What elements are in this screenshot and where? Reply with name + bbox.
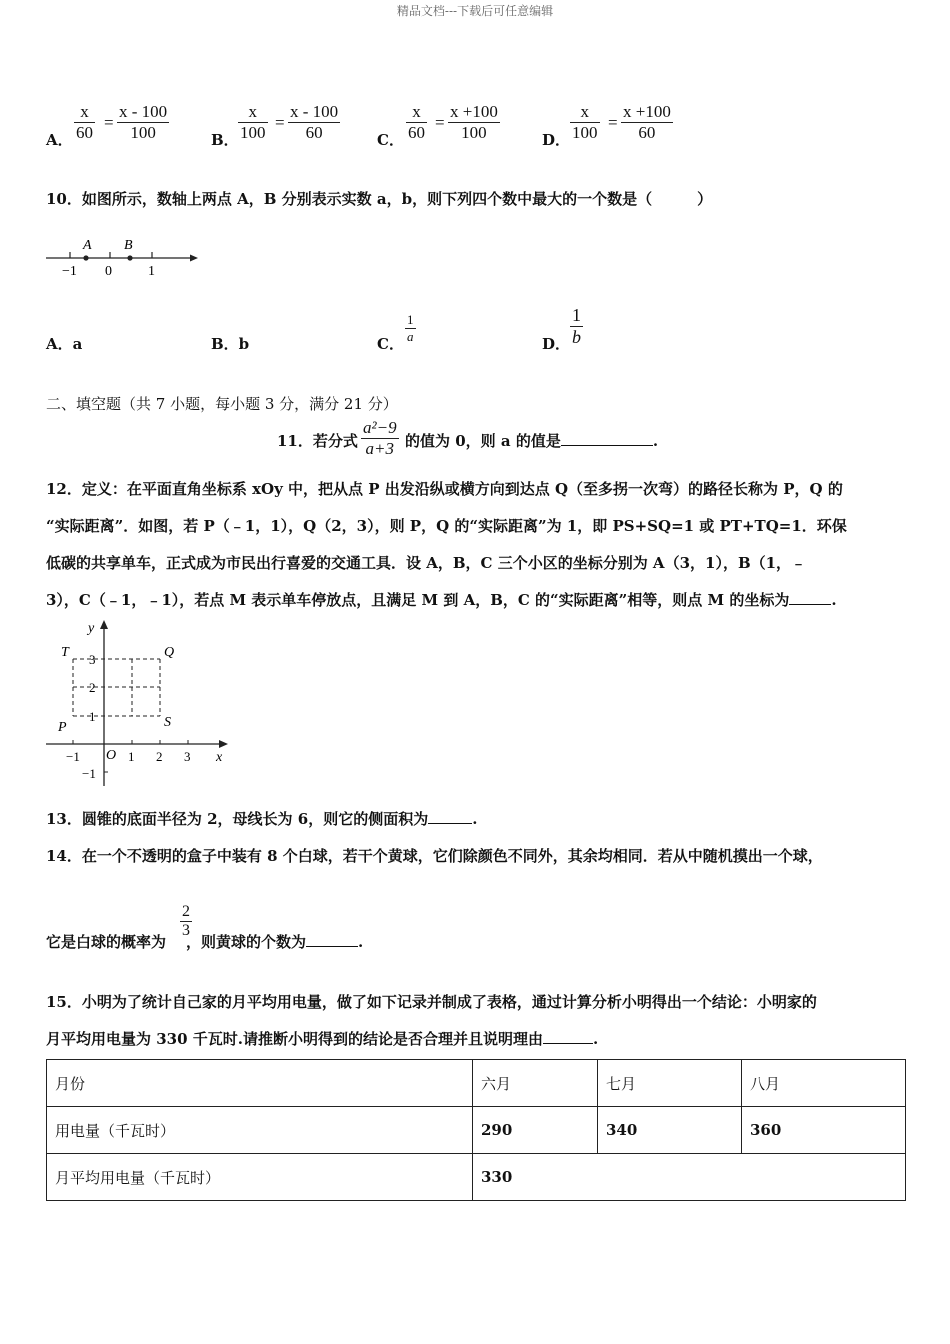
electricity-table [46, 1059, 906, 1201]
fraction-left: $\frac{x}{100}$ [572, 102, 598, 142]
q10-text: 10．如图所示，数轴上两点 A，B 分别表示实数 a，b，则下列四个数中最大的一个数是（ ） [46, 190, 713, 208]
x-axis-arrow [219, 740, 228, 748]
tick-label-zero: 0 [105, 264, 112, 279]
fraction-right: $\frac{x - 100}{60}$ [290, 102, 339, 142]
option-label: C． [377, 131, 404, 149]
answer-blank[interactable] [306, 946, 358, 947]
y-tick-label: 3 [89, 652, 96, 667]
table-cell: 330 [473, 1154, 906, 1201]
equals-sign: = [275, 113, 285, 132]
y-tick-label: −1 [82, 766, 96, 781]
q15-line1: 15．小明为了统计自己家的月平均用电量，做了如下记录并制成了表格，通过计算分析小明得出一个结论：小明家的 [46, 993, 817, 1011]
section-title: 二、填空题（共 7 小题，每小题 3 分，满分 21 分） [46, 395, 398, 413]
point-a-dot [83, 255, 88, 260]
table-cell: 290 [473, 1107, 598, 1154]
q12-line2: “实际距离”．如图，若 P（﹣1，1），Q（2，3），则 P，Q 的“实际距离”为 1，即 PS+SQ=1 或 PT+TQ=1．环保 [46, 517, 847, 535]
fraction-left: $\frac{x}{100}$ [240, 102, 266, 142]
fraction-left: $\frac{x}{60}$ [408, 102, 425, 142]
q10-option-b: B．b [211, 335, 250, 353]
answer-blank[interactable] [561, 445, 653, 446]
q12-line3: 低碳的共享单车，正式成为市民出行喜爱的交通工具．设 A，B，C 三个小区的坐标分别为 A（3，1），B（1，﹣ [46, 554, 807, 572]
equals-sign: = [435, 113, 445, 132]
q12-line1: 12．定义：在平面直角坐标系 xOy 中，把从点 P 出发沿纵或横方向到达点 Q（至多拐一次弯）的路径长称为 P，Q 的 [46, 480, 843, 498]
table-cell: 月平均用电量（千瓦时） [47, 1154, 473, 1201]
page-header: 精品文档---下载后可任意编辑 [396, 4, 554, 18]
q10-option-a: A．a [46, 335, 83, 353]
q15-line2: 月平均用电量为 330 千瓦时.请推断小明得到的结论是否合理并且说明理由 . [46, 1030, 599, 1048]
tick-label-one: 1 [148, 264, 155, 279]
fraction-right: $\frac{x +100}{100}$ [450, 102, 498, 142]
point-b-label: B [124, 238, 133, 253]
table-cell: 七月 [598, 1060, 742, 1107]
table-cell: 360 [742, 1107, 906, 1154]
q14-fraction: $\frac{2}{3}$ [182, 903, 190, 939]
origin-label: O [106, 748, 117, 763]
equals-sign: = [104, 113, 114, 132]
q11-suffix: 的值为 0，则 a 的值是 . [405, 432, 659, 450]
point-q-label: Q [164, 645, 175, 660]
dashed-grid [73, 659, 160, 716]
q12-line4: 3），C（﹣1，﹣1），若点 M 表示单车停放点，且满足 M 到 A，B，C 的“实际距离”相等，则点 M 的坐标为 . [46, 591, 837, 609]
fraction-left: $\frac{x}{60}$ [76, 102, 93, 142]
equals-sign: = [608, 113, 618, 132]
table-row [47, 1060, 906, 1107]
point-a-label: A [83, 238, 92, 253]
point-p-label: P [58, 720, 67, 735]
answer-blank[interactable] [428, 823, 472, 824]
point-s-label: S [164, 715, 171, 730]
q10-option-c-fraction: $\frac{1}{a}$ [407, 312, 414, 344]
q11-fraction: $\frac{\text{a²−9}}{a+3}$ [363, 418, 397, 458]
table-cell: 340 [598, 1107, 742, 1154]
q14-line1: 14．在一个不透明的盒子中装有 8 个白球，若干个黄球，它们除颜色不同外，其余均相同．若从中随机摸出一个球， [46, 847, 823, 865]
table-cell: 六月 [473, 1060, 598, 1107]
x-tick-label: −1 [66, 749, 80, 764]
fraction-right: $\frac{x - 100}{100}$ [119, 102, 168, 142]
q10-option-c-label: C． [377, 335, 404, 353]
q11-prefix: 11．若分式 [277, 432, 358, 450]
x-tick-label: 3 [184, 749, 191, 764]
option-label: D． [542, 131, 571, 149]
coordinate-figure [44, 616, 234, 790]
axis-arrow [190, 255, 198, 262]
answer-blank[interactable] [789, 604, 831, 605]
q10-option-d-fraction: $\frac{1}{b}$ [572, 305, 581, 347]
q14-line2: 它是白球的概率为 ，则黄球的个数为 . [46, 933, 364, 951]
table-cell: 月份 [47, 1060, 473, 1107]
y-tick-label: 2 [89, 680, 96, 695]
y-axis-label: y [88, 621, 95, 636]
number-line-figure [40, 232, 210, 280]
y-tick-label: 1 [89, 709, 96, 724]
q10-option-d-label: D． [542, 335, 571, 353]
option-label: A． [46, 131, 73, 149]
tick-label-minus-one: −1 [62, 264, 77, 279]
table-row [47, 1154, 906, 1201]
point-t-label: T [61, 645, 69, 660]
x-tick-label: 2 [156, 749, 163, 764]
point-b-dot [127, 255, 132, 260]
fraction-right: $\frac{x +100}{60}$ [623, 102, 671, 142]
x-tick-label: 1 [128, 749, 135, 764]
table-cell: 用电量（千瓦时） [47, 1107, 473, 1154]
option-label: B． [211, 131, 239, 149]
table-cell: 八月 [742, 1060, 906, 1107]
x-axis-label: x [216, 750, 223, 765]
y-axis-arrow [100, 620, 108, 629]
table-row [47, 1107, 906, 1154]
answer-blank[interactable] [543, 1043, 593, 1044]
q13-text: 13．圆锥的底面半径为 2，母线长为 6，则它的侧面积为 . [46, 810, 478, 828]
